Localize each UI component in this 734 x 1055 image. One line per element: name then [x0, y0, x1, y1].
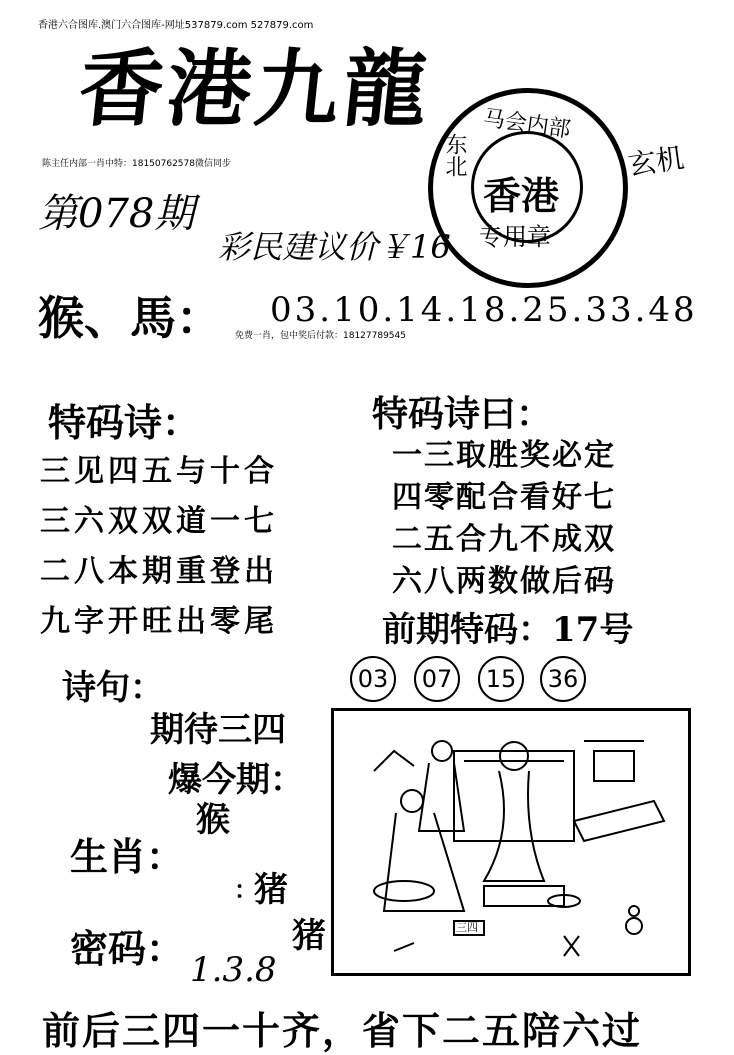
mima-value: 1.3.8	[190, 950, 277, 990]
mima-heading: 密码：	[70, 926, 185, 971]
poem-left-line: 三见四五与十合	[40, 454, 278, 489]
poem-right-heading: 特码诗曰：	[372, 393, 553, 435]
stamp-bottom-text: 专用章	[479, 223, 551, 251]
scroll-label: 三四	[456, 921, 478, 934]
shengxiao-heading: 生肖：	[70, 834, 185, 879]
previous-ball: 36	[540, 656, 586, 702]
poem-right-line: 一三取胜奖必定	[392, 438, 616, 473]
contact-notice: 陈主任内部一肖中特：18150762578微信同步	[42, 159, 231, 169]
poem-right-line: 二五合九不成双	[392, 522, 616, 557]
stamp-left-text: 东北	[442, 133, 467, 177]
previous-ball: 15	[478, 656, 524, 702]
stamp-arc-text: 马会内部	[481, 105, 573, 143]
stamp-center-text: 香港	[483, 173, 560, 218]
poem-right-line: 四零配合看好七	[392, 480, 616, 515]
verse-line: 爆今期：	[168, 760, 304, 800]
verse-line: 期待三四	[150, 710, 286, 750]
poem-left-line: 九字开旺出零尾	[40, 604, 278, 639]
shengxiao-value: 猪	[254, 870, 288, 910]
page-title: 香港九龍	[74, 39, 437, 138]
issue-number: 第078期	[38, 191, 195, 237]
poem-left-heading: 特码诗：	[48, 400, 201, 445]
zodiac-note: 免费一肖，包中奖后付款：18127789545	[235, 331, 406, 341]
suggested-price: 彩民建议价￥16	[218, 228, 451, 266]
mima-extra: 猪	[292, 916, 326, 956]
poem-left-line: 二八本期重登出	[40, 554, 278, 589]
footer-verse: 前后三四一十齐，省下二五陪六过	[42, 1008, 643, 1053]
top-line: 香港六合图库.澳门六合图库-网址537879.com 527879.com	[38, 20, 314, 31]
illustration-frame	[331, 708, 691, 976]
verse-heading: 诗句：	[62, 668, 164, 708]
zodiac-numbers: 03.10.14.18.25.33.48	[270, 290, 698, 330]
verse-line: 猴	[196, 800, 230, 840]
previous-special-number: 前期特码：17号	[382, 610, 634, 650]
poem-left-line: 三六双双道一七	[40, 504, 278, 539]
shengxiao-prefix: ：	[234, 875, 258, 904]
stamp-right-text: 玄机	[626, 141, 687, 182]
zodiac-animals: 猴、馬：	[38, 291, 222, 345]
previous-ball: 07	[414, 656, 460, 702]
official-stamp	[428, 88, 628, 288]
previous-ball: 03	[350, 656, 396, 702]
scholars-illustration-icon	[334, 711, 688, 973]
poem-right-line: 六八两数做后码	[392, 564, 616, 599]
